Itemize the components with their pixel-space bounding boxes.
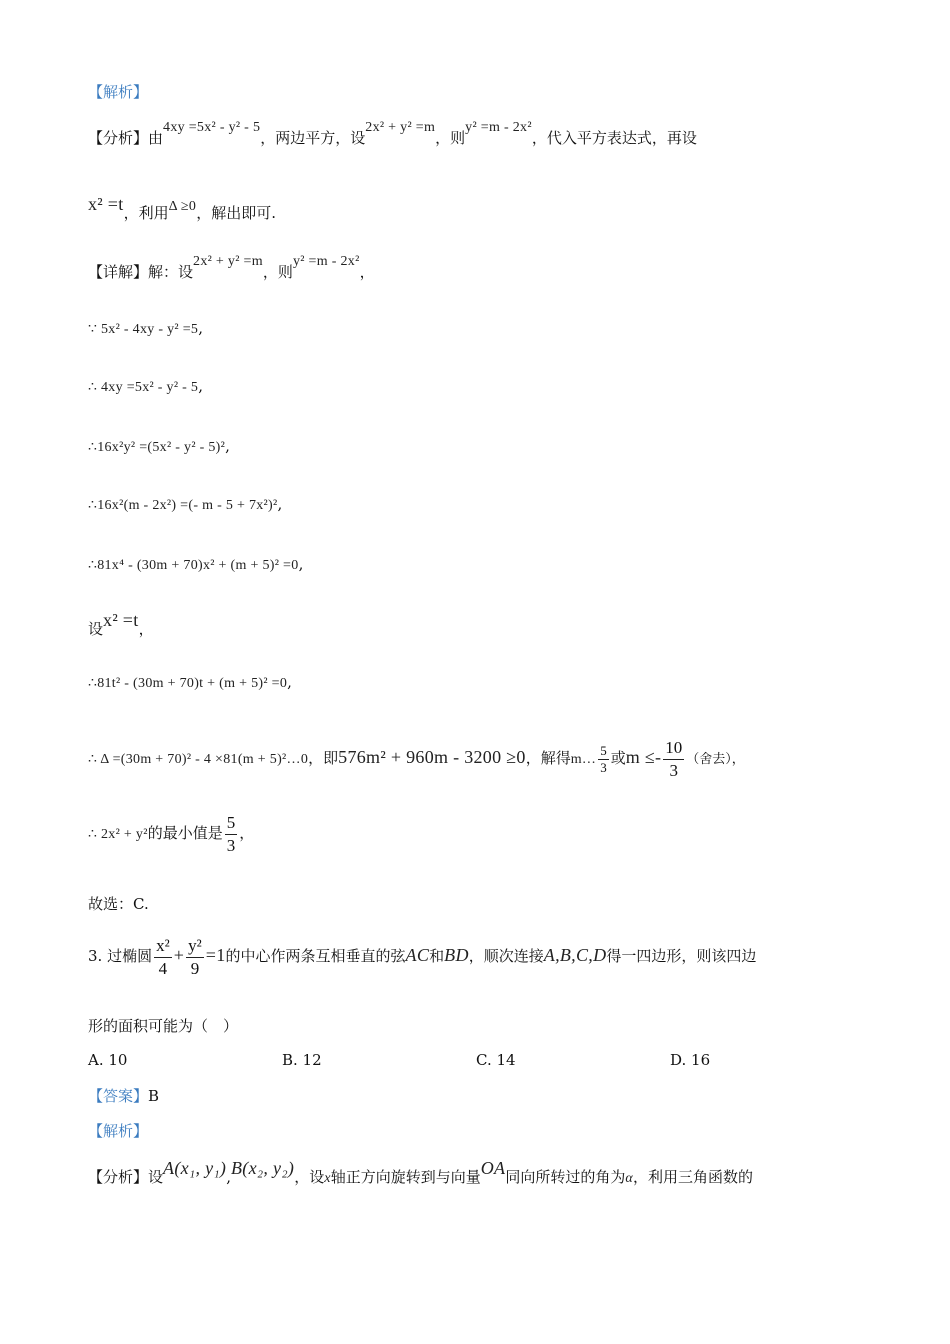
step-6 xyxy=(88,610,154,639)
math-expr: ∴ Δ =(30m + 70)² - 4 ×81(m + 5)²…0 xyxy=(88,752,309,767)
jiexi-heading: 【解析】 xyxy=(88,83,149,101)
step-1: ∵ 5x² - 4xy - y² =5, xyxy=(88,319,204,337)
step-9 xyxy=(88,808,254,860)
math-expr: ∴16x²(m - 2x²) =(- m - 5 + 7x²)² xyxy=(88,498,278,513)
text: ，解得 xyxy=(525,749,571,767)
math-expr: ∴81t² - (30m + 70)t + (m + 5)² =0 xyxy=(88,676,288,691)
text: ，代入平方表达式，再设 xyxy=(531,129,697,147)
math-expr: 4xy =5x² - y² - 5 xyxy=(163,120,261,135)
math-expr: + xyxy=(173,945,185,965)
text: （舍去）， xyxy=(686,752,745,767)
math-expr: x² =t xyxy=(88,194,124,214)
text: 解：设 xyxy=(148,263,194,281)
text: ，设 xyxy=(294,1168,325,1186)
answer-tag: 【答案】 xyxy=(88,1087,149,1105)
question-number: 3. 过椭圆 xyxy=(88,947,153,965)
math-expr: BD xyxy=(444,945,469,965)
math-expr: ∴81x⁴ - (30m + 70)x² + (m + 5)² =0 xyxy=(88,558,299,573)
text: ，利用三角函数的 xyxy=(633,1168,754,1186)
text: 设 xyxy=(88,620,104,638)
step-7: ∴81t² - (30m + 70)t + (m + 5)² =0, xyxy=(88,673,292,691)
question-3-line-1 xyxy=(88,930,756,981)
fraction xyxy=(186,935,204,980)
math-expr: B(x₂, y₂) xyxy=(231,1158,295,1178)
text: 的最小值是 xyxy=(147,824,223,842)
fraction-numerator: 5 xyxy=(225,812,238,835)
math-expr: OA xyxy=(480,1158,506,1178)
text: ，顺次连接 xyxy=(468,947,544,965)
jiexi-heading-2: 【解析】 xyxy=(88,1122,149,1140)
text: ，则 xyxy=(262,263,293,281)
text: ，解出即可. xyxy=(196,204,276,222)
analysis-2-line-1 xyxy=(88,1158,754,1189)
math-expr: =1 xyxy=(205,945,226,965)
fraction-numerator: y² xyxy=(186,935,204,958)
fraction xyxy=(663,737,684,782)
text: ，即 xyxy=(308,749,339,767)
answer-line xyxy=(88,1086,159,1106)
math-expr: AC xyxy=(405,945,430,965)
math-expr: 576m² + 960m - 3200 ≥0 xyxy=(338,747,526,767)
text: 和 xyxy=(429,947,445,965)
detail-line-1 xyxy=(88,254,375,284)
fraction-numerator: x² xyxy=(154,935,172,958)
math-expr: ∴ 4xy =5x² - y² - 5 xyxy=(88,380,199,395)
option-c: C. 14 xyxy=(476,1051,516,1069)
text: 得一四边形，则该四边 xyxy=(606,947,757,965)
text: ，利用 xyxy=(123,204,169,222)
text: 同向所转过的角为 xyxy=(505,1168,626,1186)
math-expr: A(x₁, y₁) xyxy=(163,1158,227,1178)
answer-value: B xyxy=(148,1087,160,1105)
fraction xyxy=(154,935,172,980)
text: ， xyxy=(239,824,255,842)
fraction-numerator: 5 xyxy=(600,742,607,758)
option-a: A. 10 xyxy=(88,1051,128,1069)
text: ， xyxy=(138,620,154,638)
question-3-line-2: 形的面积可能为（ ） xyxy=(88,1017,239,1035)
analysis-line-2 xyxy=(88,194,276,225)
fraction xyxy=(225,812,238,857)
math-expr: m… xyxy=(570,752,597,767)
text: 的中心作两条互相垂直的弦 xyxy=(225,947,406,965)
fraction-denominator: 3 xyxy=(669,760,679,780)
detail-tag: 【详解】 xyxy=(88,263,149,281)
fraction-denominator: 3 xyxy=(600,759,607,775)
text: 轴正方向旋转到与向量 xyxy=(330,1168,481,1186)
fraction-denominator: 3 xyxy=(226,835,236,855)
math-expr: m ≤- xyxy=(625,747,662,767)
option-b: B. 12 xyxy=(282,1051,322,1069)
step-2: ∴ 4xy =5x² - y² - 5, xyxy=(88,377,204,395)
math-expr: A,B,C,D xyxy=(543,945,607,965)
math-expr: 2x² + y² =m xyxy=(365,120,436,135)
fraction xyxy=(598,743,609,776)
math-expr: ∴16x²y² =(5x² - y² - 5)² xyxy=(88,440,226,455)
math-expr: x² =t xyxy=(103,610,139,630)
math-expr: x xyxy=(324,1171,331,1186)
text: ， xyxy=(359,263,375,281)
math-expr: Δ ≥0 xyxy=(168,199,197,214)
analysis-tag: 【分析】 xyxy=(88,1168,149,1186)
text: ，两边平方，设 xyxy=(260,129,366,147)
analysis-tag: 【分析】 xyxy=(88,129,149,147)
math-expr: ∴ 2x² + y² xyxy=(88,827,148,842)
math-expr: y² =m - 2x² xyxy=(465,120,532,135)
math-expr: 2x² + y² =m xyxy=(193,254,263,269)
option-d: D. 16 xyxy=(670,1051,711,1069)
text: , xyxy=(226,1168,231,1186)
fraction-denominator: 9 xyxy=(190,958,200,978)
fraction-denominator: 4 xyxy=(158,958,168,978)
math-expr: y² =m - 2x² xyxy=(292,254,360,269)
choice-line: 故选：C. xyxy=(88,895,149,913)
math-expr: ∵ 5x² - 4xy - y² =5 xyxy=(88,322,199,337)
step-4: ∴16x²(m - 2x²) =(- m - 5 + 7x²)², xyxy=(88,495,283,513)
step-3: ∴16x²y² =(5x² - y² - 5)², xyxy=(88,437,230,455)
analysis-line-1 xyxy=(88,120,697,150)
step-5: ∴81x⁴ - (30m + 70)x² + (m + 5)² =0, xyxy=(88,555,304,573)
fraction-numerator: 10 xyxy=(663,737,684,760)
text: 或 xyxy=(610,749,626,767)
step-8 xyxy=(88,732,745,785)
text: 设 xyxy=(148,1168,164,1186)
text: 由 xyxy=(148,129,164,147)
math-expr: α xyxy=(625,1171,634,1186)
text: ，则 xyxy=(435,129,466,147)
